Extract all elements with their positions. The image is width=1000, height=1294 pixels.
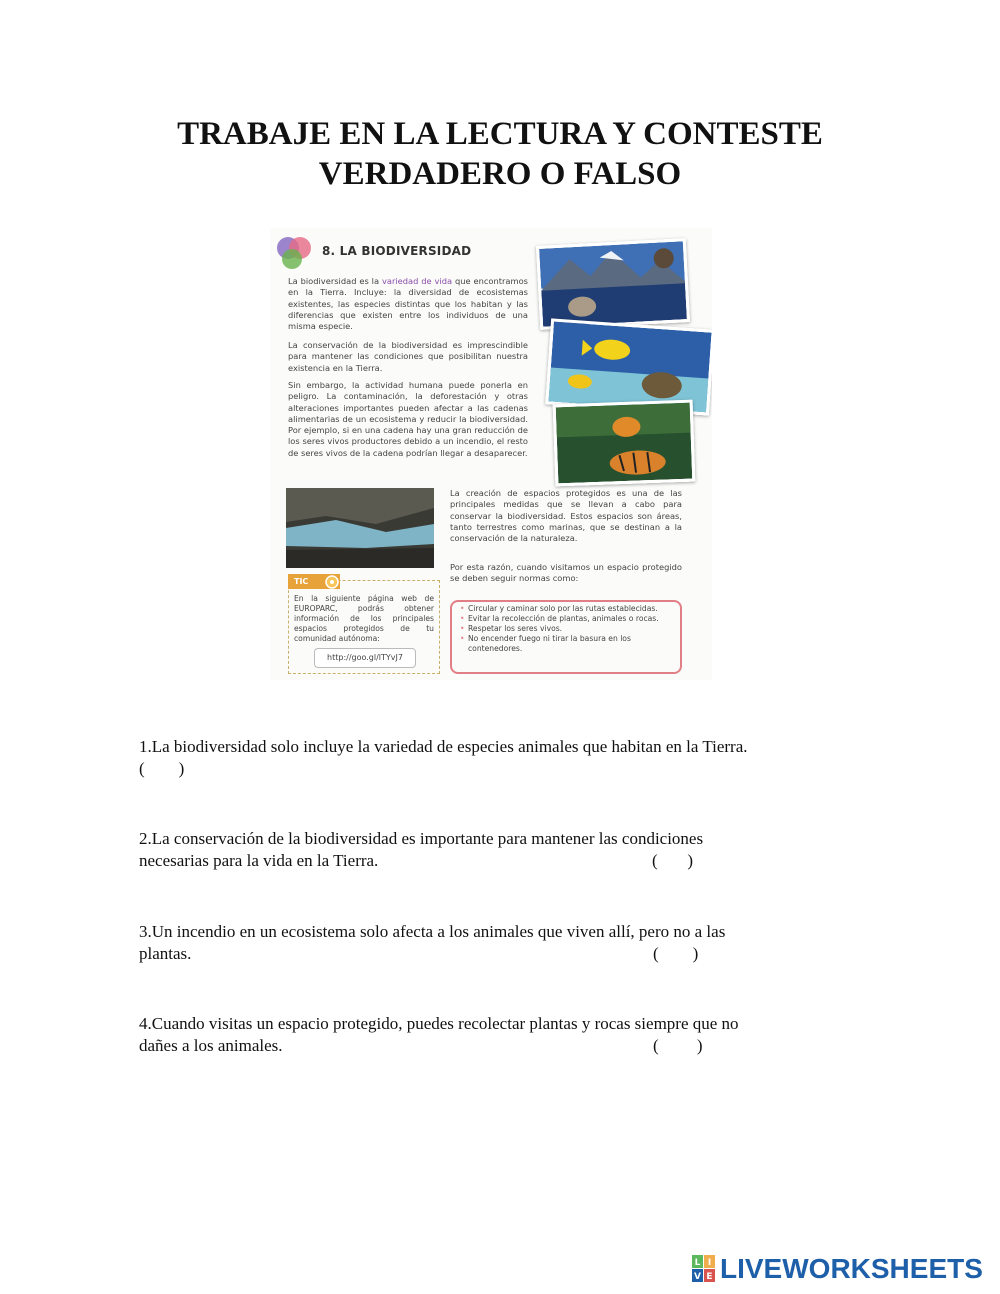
paragraph-rules-intro: Por esta razón, cuando visitamos un espacio protegido se deben seguir normas como:: [450, 562, 682, 584]
title-line-2: VERDADERO O FALSO: [318, 156, 682, 192]
answer-blank-4[interactable]: ( ): [653, 1036, 703, 1055]
rule-item: • Respetar los seres vivos.: [460, 624, 672, 634]
rule-item: • Circular y caminar solo por las rutas establecidas.: [460, 604, 672, 614]
tic-text: En la siguiente página web de EUROPARC, podrás obtener información de los principales espacios protegidos de tu comunidad autónoma:: [294, 594, 434, 643]
liveworksheets-logo-icon: [692, 1255, 716, 1283]
tic-label: TIC: [288, 574, 340, 589]
paragraph-conservation: La conservación de la biodiversidad es imprescindible para mantener las condiciones que posibilitan nuestra existencia en la Tierra.: [288, 340, 528, 373]
svg-text:L: L: [694, 1258, 701, 1268]
rules-list: [460, 604, 672, 654]
question-2-line-1: 2.La conservación de la biodiversidad es importante para mantener las condiciones: [139, 829, 704, 848]
question-1-line-2: [139, 758, 859, 780]
tiger-forest-photo-art: [556, 403, 693, 484]
answer-blank-2[interactable]: ( ): [652, 851, 694, 870]
river-photo-art: [286, 488, 434, 568]
question-3-line-2: [139, 943, 859, 965]
section-logo-icon: [274, 234, 316, 272]
tiger-forest-photo: [553, 400, 696, 487]
question-2-line-2: [139, 850, 859, 872]
question-3-line-2-text: plantas.: [139, 944, 192, 963]
section-title: 8. LA BIODIVERSIDAD: [322, 244, 472, 258]
paragraph-definition-start: La biodiversidad es la: [288, 276, 382, 286]
paragraph-definition: [288, 276, 528, 332]
rule-item: • Evitar la recolección de plantas, animales o rocas.: [460, 614, 672, 624]
worksheet-title: [0, 114, 1000, 194]
paragraph-human-activity: Sin embargo, la actividad humana puede ponerla en peligro. La contaminación, la deforestación y otras alteraciones importantes pueden afectar a las cadenas alimentarias de un ecosistema y reducir la biodiversidad. Por ejemplo, si en una cadena hay una gran reducción de los seres vivos productores debido a un incendio, el resto de seres vivos de la cadena podrían llegar a desaparecer.: [288, 380, 528, 458]
river-photo: [286, 488, 434, 568]
question-4-line-1: 4.Cuando visitas un espacio protegido, puedes recolectar plantas y rocas siempre que no: [139, 1014, 739, 1033]
svg-text:I: I: [707, 1258, 712, 1268]
question-4-line-2-text: dañes a los animales.: [139, 1036, 283, 1055]
question-2: [139, 828, 859, 872]
highlight-variedad-de-vida: variedad de vida: [381, 276, 453, 286]
liveworksheets-wordmark: LIVEWORKSHEETS: [720, 1253, 983, 1284]
title-line-1: TRABAJE EN LA LECTURA Y CONTESTE: [177, 116, 823, 152]
question-4-line-2: [139, 1035, 859, 1057]
svg-text:E: E: [706, 1272, 713, 1282]
mountain-lake-photo: [536, 238, 690, 330]
question-1: [139, 736, 859, 780]
answer-blank-3[interactable]: ( ): [653, 944, 699, 963]
textbook-page-image: [270, 228, 712, 680]
paragraph-protected-spaces: La creación de espacios protegidos es una de las principales medidas que se llevan a cabo para conservar la biodiversidad. Estos espacios son áreas, tanto terrestres como marinas, que se destinan a la conservación de la naturaleza.: [450, 488, 682, 544]
tic-gear-icon: [324, 574, 340, 590]
rule-item: • No encender fuego ni tirar la basura en los contenedores.: [460, 634, 672, 654]
question-2-line-2-text: necesarias para la vida en la Tierra.: [139, 851, 379, 870]
svg-text:V: V: [694, 1272, 701, 1282]
answer-blank-1[interactable]: ( ): [139, 759, 185, 778]
mountain-lake-photo-art: [539, 241, 687, 326]
question-3: [139, 921, 859, 965]
liveworksheets-brand: [692, 1252, 983, 1286]
tic-url: http://goo.gl/lTYvJ7: [314, 648, 416, 668]
question-3-line-1: 3.Un incendio en un ecosistema solo afecta a los animales que viven allí, pero no a las: [139, 922, 726, 941]
paragraph-definition-end: que encontramos en la Tierra. Incluye: la diversidad de ecosistemas existentes, las especies distintas que los habitan y las diferencias que existen entre los individuos de una misma especie.: [288, 276, 528, 332]
question-1-line-1: 1.La biodiversidad solo incluye la variedad de especies animales que habitan en la Tierra.: [139, 737, 748, 756]
question-4: [139, 1013, 859, 1057]
